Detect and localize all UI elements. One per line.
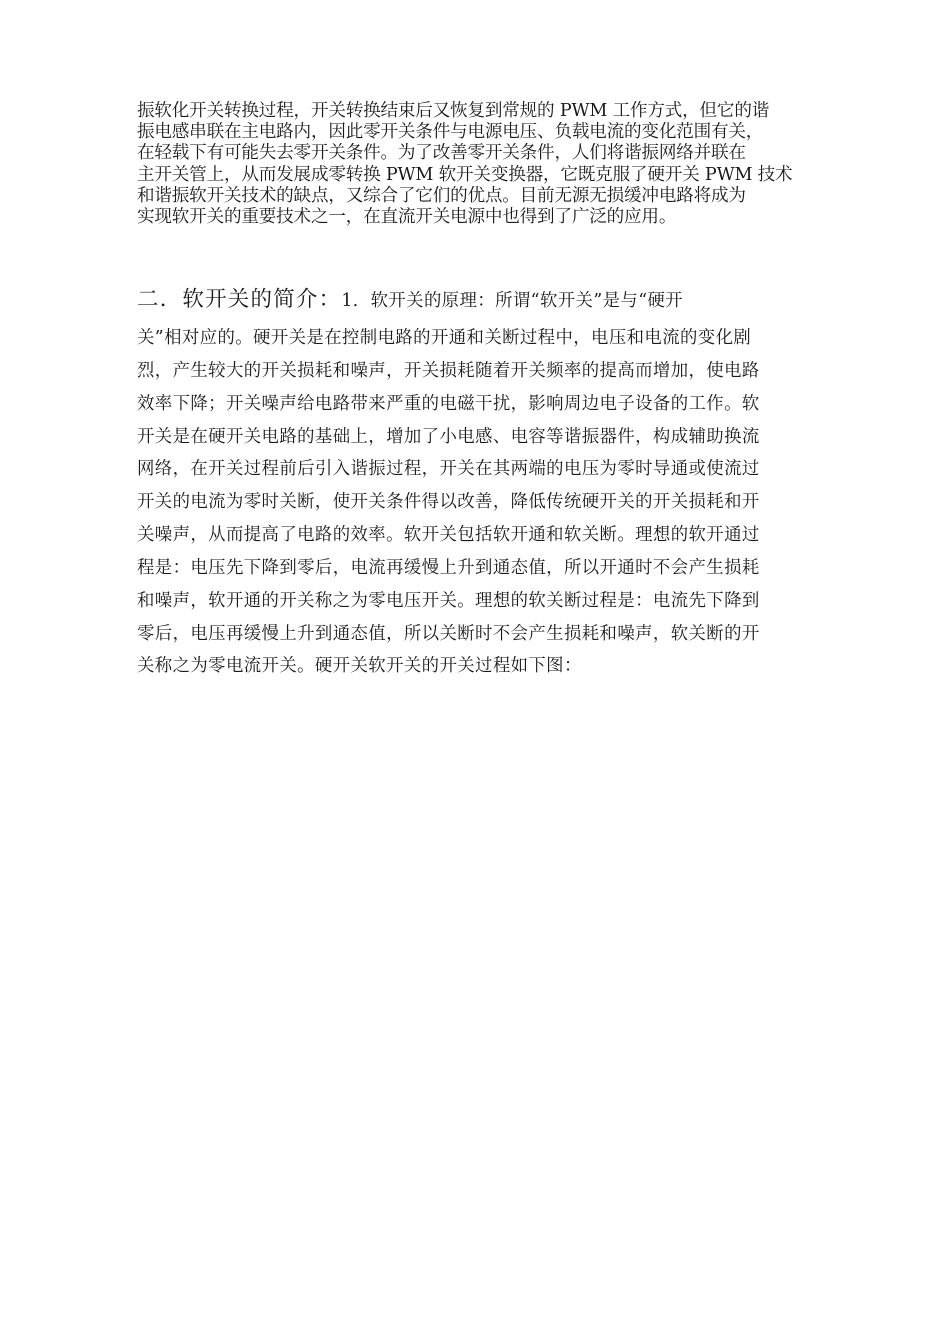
paragraph-line: 效率下降；开关噪声给电路带来严重的电磁干扰，影响周边电子设备的工作。软 — [137, 393, 760, 414]
paragraph-line: 在轻载下有可能失去零开关条件。为了改善零开关条件，人们将谐振网络并联在 — [137, 143, 746, 164]
paragraph-line: 主开关管上，从而发展成零转换 PWM 软开关变换器，它既克服了硬开关 PWM 技术 — [137, 164, 793, 185]
intro-paragraph — [137, 101, 827, 228]
paragraph-line: 实现软开关的重要技术之一，在直流开关电源中也得到了广泛的应用。 — [137, 206, 677, 227]
section-heading-block — [137, 284, 827, 316]
section-heading-line — [137, 284, 827, 316]
section-body-paragraph — [137, 322, 827, 683]
section-lead-text: 1．软开关的原理：所谓“软开关”是与“硬开 — [341, 291, 684, 311]
paragraph-line: 和噪声，软开通的开关称之为零电压开关。理想的软关断过程是：电流先下降到 — [137, 590, 760, 611]
paragraph-line: 和谐振软开关技术的缺点，又综合了它们的优点。目前无源无损缓冲电路将成为 — [137, 185, 746, 206]
paragraph-line: 网络，在开关过程前后引入谐振过程，开关在其两端的电压为零时导通或使流过 — [137, 459, 760, 480]
paragraph-line: 开关的电流为零时关断，使开关条件得以改善，降低传统硬开关的开关损耗和开 — [137, 492, 760, 513]
paragraph-line: 零后，电压再缓慢上升到通态值，所以关断时不会产生损耗和噪声，软关断的开 — [137, 623, 760, 644]
paragraph-line: 关称之为零电流开关。硬开关软开关的开关过程如下图： — [137, 656, 582, 677]
paragraph-line: 烈，产生较大的开关损耗和噪声，开关损耗随着开关频率的提高而增加，使电路 — [137, 360, 760, 381]
paragraph-line: 程是：电压先下降到零后，电流再缓慢上升到通态值，所以开通时不会产生损耗 — [137, 557, 760, 578]
paragraph-line: 振电感串联在主电路内，因此零开关条件与电源电压、负载电流的变化范围有关， — [137, 122, 764, 143]
paragraph-line: 关”相对应的。硬开关是在控制电路的开通和关断过程中，电压和电流的变化剧 — [137, 328, 752, 348]
paragraph-line: 开关是在硬开关电路的基础上，增加了小电感、电容等谐振器件，构成辅助换流 — [137, 426, 760, 447]
section-heading: 二．软开关的简介： — [137, 287, 342, 312]
paragraph-line: 关噪声，从而提高了电路的效率。软开关包括软开通和软关断。理想的软开通过 — [137, 525, 760, 546]
paragraph-line: 振软化开关转换过程，开关转换结束后又恢复到常规的 PWM 工作方式，但它的谐 — [137, 101, 770, 121]
